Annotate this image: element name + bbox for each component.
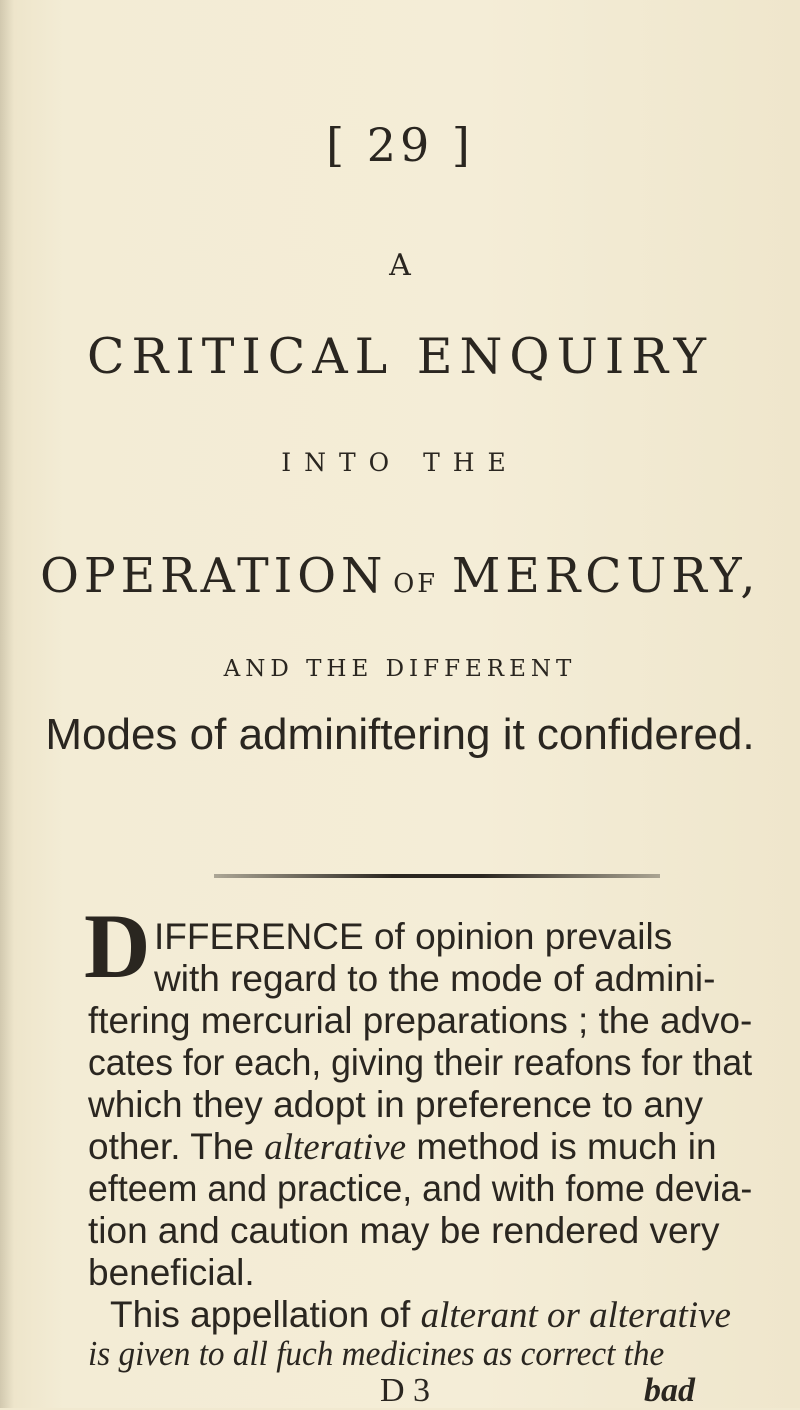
body-line: cates for each, giving their reafons for that: [88, 1042, 753, 1083]
title-operation-line: [0, 548, 800, 604]
body-line: [88, 1124, 717, 1171]
body-line: beneficial.: [88, 1252, 255, 1293]
body-line: with regard to the mode of admini-: [154, 958, 716, 999]
body-line-start: other.: [88, 1126, 181, 1167]
title-into-the: INTO THE: [281, 448, 519, 477]
body-line: IFFERENCE of opinion prevails: [154, 916, 673, 957]
drop-cap: D: [84, 895, 151, 997]
body-line-last: is given to all fuch medicines as correct the: [88, 1334, 665, 1373]
body-line: tion and caution may be rendered very: [88, 1210, 720, 1251]
body-line: which they adopt in preference to any: [88, 1084, 703, 1125]
title-operation: OPERATION: [39, 548, 388, 604]
body-line-text: This appellation of: [110, 1294, 411, 1335]
title-article: A: [389, 248, 411, 283]
body-line-italic: alterative: [264, 1127, 407, 1168]
title-and-the-different: AND THE DIFFERENT: [223, 656, 577, 682]
title-mercury: MERCURY,: [451, 548, 761, 604]
body-line: [110, 1292, 731, 1339]
body-line-text: method is much in: [416, 1126, 717, 1167]
page-number: [ 29 ]: [326, 118, 474, 172]
catchword: bad: [644, 1372, 695, 1409]
body-line: ftering mercurial preparations ; the advo-: [88, 1000, 753, 1041]
title-modes: Modes of adminiftering it confidered.: [45, 710, 755, 759]
body-line: efteem and practice, and with fome devia-: [88, 1168, 753, 1209]
page-title: CRITICAL ENQUIRY: [87, 328, 713, 385]
title-of: OF: [393, 569, 438, 599]
section-rule: [214, 874, 660, 878]
binding-shadow: [0, 0, 14, 1408]
signature-mark: D 3: [380, 1372, 431, 1409]
body-line-text: The: [190, 1126, 254, 1167]
body-line-italic: alterant or alterative: [420, 1295, 731, 1336]
